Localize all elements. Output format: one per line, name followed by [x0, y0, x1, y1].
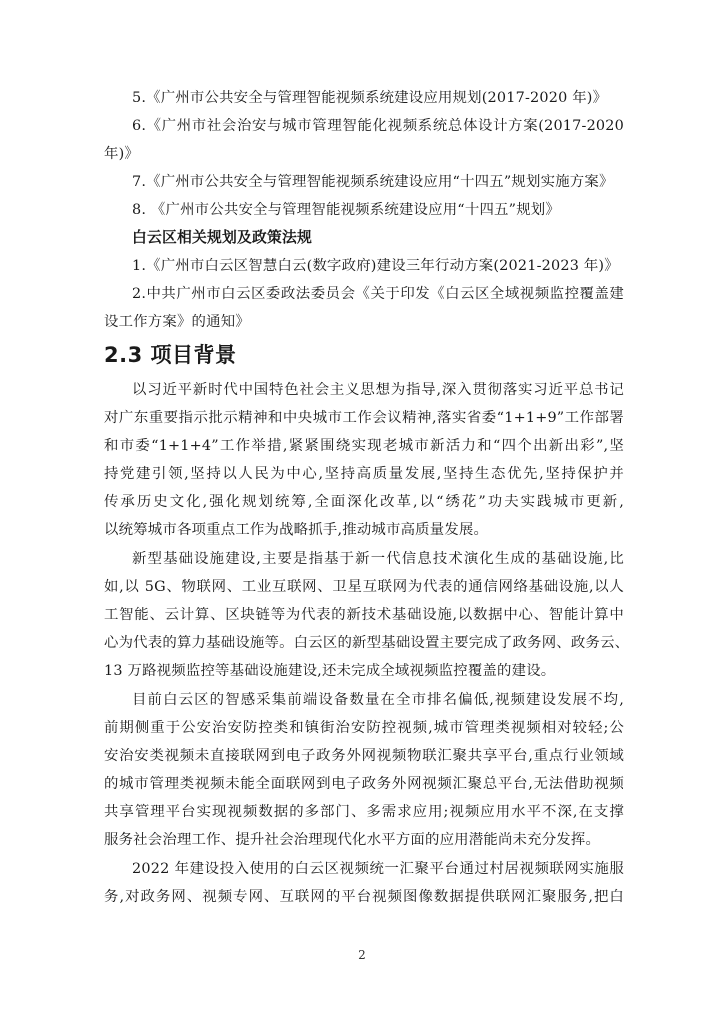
reference-item-8: 8. 《广州市公共安全与管理智能视频系统建设应用“十四五”规划》	[132, 202, 560, 218]
paragraph-line: 前期侧重于公安治安防控类和镇街治安防控视频,城市管理类视频相对较轻;公	[104, 720, 624, 736]
paragraph-line: 心为代表的算力基础设施等。白云区的新型基础设置主要完成了政务网、政务云、	[104, 635, 630, 651]
guangzhou-reference-list	[104, 84, 624, 224]
section-heading-project-background: 2.3 项目背景	[104, 343, 237, 367]
paragraph-line: 持党建引领,坚持以人民为中心,坚持高质量发展,坚持生态优先,坚持保护并	[104, 466, 624, 482]
paragraph-line: 目前白云区的智感采集前端设备数量在全市排名偏低,视频建设发展不均,	[132, 692, 624, 708]
baiyun-reference-list	[104, 252, 624, 336]
paragraph-line: 的城市管理类视频未能全面联网到电子政务外网视频汇聚总平台,无法借助视频	[104, 776, 624, 792]
paragraph-line: 工智能、云计算、区块链等为代表的新技术基础设施,以数据中心、智能计算中	[104, 607, 624, 623]
paragraph-line: 对广东重要指示批示精神和中央城市工作会议精神,落实省委“1+1+9”工作部署	[104, 410, 624, 426]
paragraph-line: 2022 年建设投入使用的白云区视频统一汇聚平台通过村居视频联网实施服	[132, 861, 624, 877]
baiyun-policy-heading: 白云区相关规划及政策法规	[132, 229, 312, 246]
paragraph-line: 13 万路视频监控等基础设施建设,还未完成全域视频监控覆盖的建设。	[104, 663, 556, 679]
paragraph-line: 服务社会治理工作、提升社会治理现代化水平方面的应用潜能尚未充分发挥。	[104, 832, 601, 848]
baiyun-reference-item-1: 1.《广州市白云区智慧白云(数字政府)建设三年行动方案(2021-2023 年)》	[132, 258, 619, 274]
reference-item-6-line-1: 6.《广州市社会治安与城市管理智能化视频系统总体设计方案(2017-2020	[132, 118, 624, 134]
paragraph-line: 以习近平新时代中国特色社会主义思想为指导,深入贯彻落实习近平总书记	[132, 382, 624, 398]
paragraph-line: 和市委“1+1+4”工作举措,紧紧围绕实现老城市新活力和“四个出新出彩”,坚	[104, 438, 624, 454]
background-paragraph-4	[104, 855, 624, 911]
background-paragraph-1	[104, 376, 624, 544]
paragraph-line: 新型基础设施建设,主要是指基于新一代信息技术演化生成的基础设施,比	[132, 551, 624, 567]
page-number: 2	[358, 948, 366, 962]
paragraph-line: 以统筹城市各项重点工作为战略抓手,推动城市高质量发展。	[104, 522, 489, 538]
paragraph-line: 传承历史文化,强化规划统筹,全面深化改革,以“绣花”功夫实践城市更新,	[104, 494, 624, 510]
page-content	[104, 84, 630, 912]
background-paragraph-3	[104, 686, 624, 854]
baiyun-reference-item-2-line-1: 2.中共广州市白云区委政法委员会《关于印发《白云区全域视频监控覆盖建	[132, 286, 624, 302]
paragraph-line: 安治安类视频未直接联网到电子政务外网视频物联汇聚共享平台,重点行业领域	[104, 748, 624, 764]
paragraph-line: 如,以 5G、物联网、工业互联网、卫星互联网为代表的通信网络基础设施,以人	[104, 579, 624, 595]
baiyun-reference-item-2-line-2: 设工作方案》的通知》	[104, 314, 250, 330]
reference-item-6-line-2: 年)》	[104, 146, 139, 162]
paragraph-line: 共享管理平台实现视频数据的多部门、多需求应用;视频应用水平不深,在支撑	[104, 804, 624, 820]
background-paragraph-2	[104, 545, 630, 685]
reference-item-5: 5.《广州市公共安全与管理智能视频系统建设应用规划(2017-2020 年)》	[132, 90, 608, 106]
reference-item-7: 7.《广州市公共安全与管理智能视频系统建设应用“十四五”规划实施方案》	[132, 174, 614, 190]
paragraph-line: 务,对政务网、视频专网、互联网的平台视频图像数据提供联网汇聚服务,把白	[104, 889, 624, 905]
